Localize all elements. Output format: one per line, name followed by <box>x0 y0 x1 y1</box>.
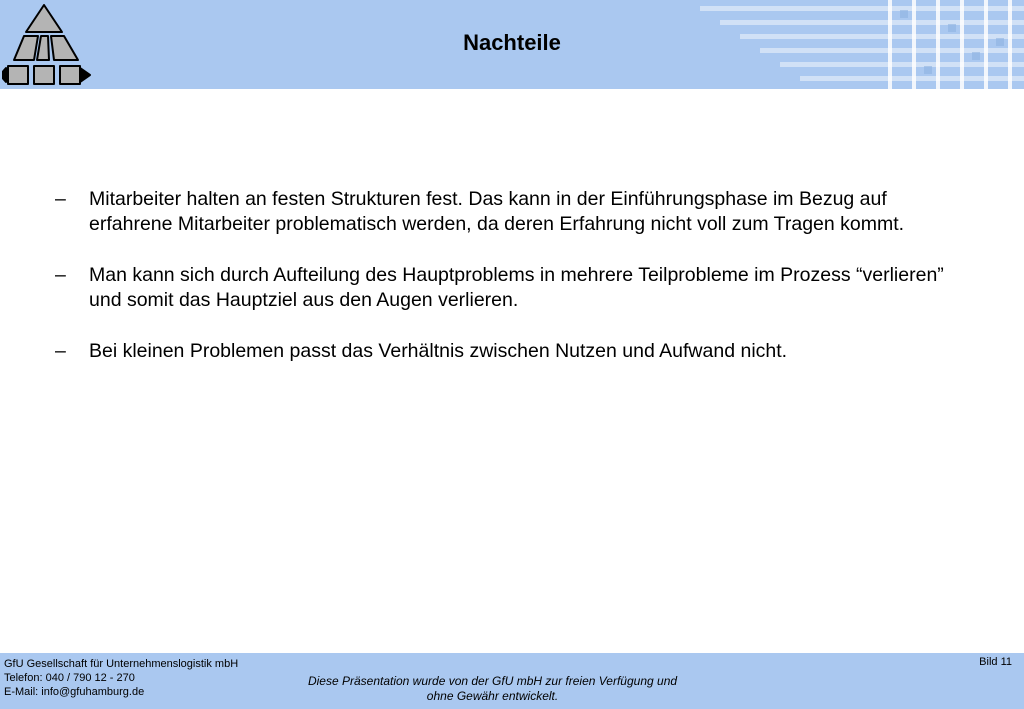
slide-title: Nachteile <box>463 30 561 55</box>
header-band <box>0 0 1024 89</box>
bullet-item <box>55 187 975 237</box>
bullet-text: Mitarbeiter halten an festen Strukturen fest. Das kann in der Einführungsphase im Bezug auf erfahrene Mitarbeiter problematisch werden, da deren Erfahrung nicht voll zum Tragen kommt. <box>89 188 905 235</box>
bullet-marker: – <box>55 188 66 210</box>
bullet-list <box>55 187 975 390</box>
disclaimer-line-2: ohne Gewähr entwickelt. <box>426 689 559 703</box>
bullet-marker: – <box>55 264 66 286</box>
bullet-marker: – <box>55 340 66 362</box>
company-name: GfU Gesellschaft für Unternehmenslogistik mbH <box>4 658 239 670</box>
bullet-text: Bei kleinen Problemen passt das Verhältnis zwischen Nutzen und Aufwand nicht. <box>89 340 788 362</box>
company-info <box>4 657 238 699</box>
footer-band <box>0 653 1024 709</box>
bullet-item <box>55 263 975 313</box>
company-email: E-Mail: info@gfuhamburg.de <box>4 686 145 698</box>
company-phone: Telefon: 040 / 790 12 - 270 <box>4 672 135 684</box>
page-number: Bild 11 <box>979 656 1012 668</box>
disclaimer <box>280 674 705 704</box>
bullet-item <box>55 339 975 364</box>
disclaimer-line-1: Diese Präsentation wurde von der GfU mbH zur freien Verfügung und <box>307 674 678 688</box>
bullet-text: Man kann sich durch Aufteilung des Hauptproblems in mehrere Teilprobleme im Prozess “verlieren” und somit das Hauptziel aus den Augen verlieren. <box>89 264 944 311</box>
